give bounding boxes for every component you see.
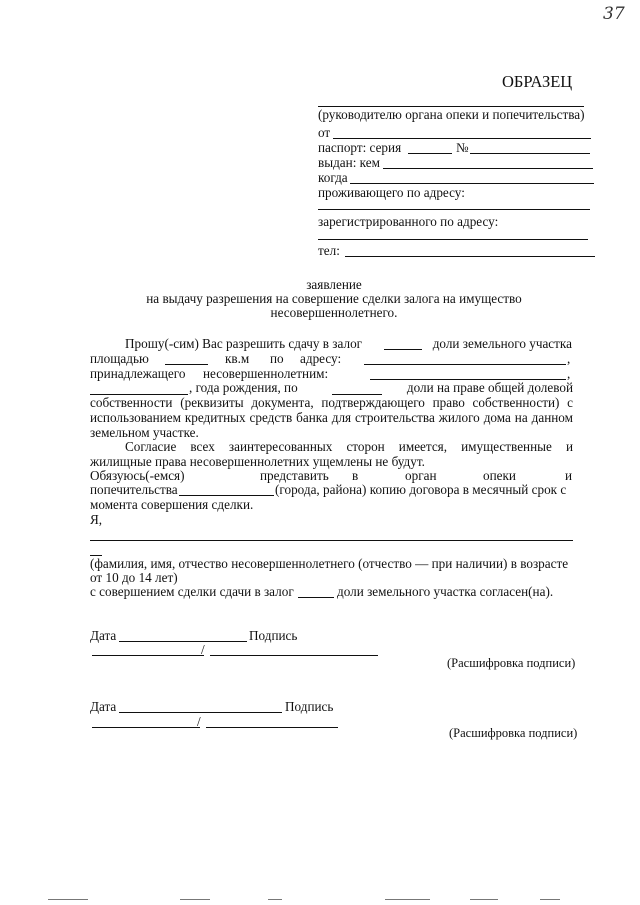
body-text: представить bbox=[260, 468, 329, 483]
residing-address-field[interactable] bbox=[318, 209, 590, 210]
body-text: в bbox=[352, 468, 359, 483]
scan-mark bbox=[268, 899, 282, 900]
passport-series-label: паспорт: серия bbox=[318, 140, 402, 155]
minor-fullname-field[interactable] bbox=[90, 540, 573, 541]
body-text: жилищные права несовершеннолетних ущемлены не будут. bbox=[90, 454, 425, 469]
date-field[interactable] bbox=[119, 641, 247, 642]
recipient-label: (руководителю органа опеки и попечительства) bbox=[318, 107, 585, 122]
title-line-1: заявление bbox=[306, 277, 362, 292]
signature-field[interactable] bbox=[92, 655, 204, 656]
date-field[interactable] bbox=[119, 712, 282, 713]
body-text: с совершением сделки сдачи в залог bbox=[90, 584, 294, 599]
issued-when-label: когда bbox=[318, 170, 348, 185]
body-text: (фамилия, имя, отчество несовершеннолетнего (отчество — при наличии) в возрасте bbox=[90, 556, 569, 571]
body-text: несовершеннолетним: bbox=[203, 366, 329, 381]
scan-mark bbox=[470, 899, 498, 900]
share-field[interactable] bbox=[384, 349, 422, 350]
issued-when-field[interactable] bbox=[350, 183, 594, 184]
from-label: от bbox=[318, 125, 331, 140]
body-text: кв.м bbox=[225, 351, 250, 366]
signature-label: Подпись bbox=[249, 628, 298, 643]
body-text: момента совершения сделки. bbox=[90, 497, 254, 512]
from-field[interactable] bbox=[333, 138, 591, 139]
slash: / bbox=[197, 714, 201, 729]
scan-mark bbox=[180, 899, 210, 900]
signature-decode-field[interactable] bbox=[210, 655, 378, 656]
signature-decode-label: (Расшифровка подписи) bbox=[449, 726, 578, 740]
passport-number-label: № bbox=[456, 140, 469, 155]
body-text: , года рождения, по bbox=[189, 380, 298, 395]
body-text: Я, bbox=[90, 512, 103, 527]
comma: , bbox=[567, 351, 571, 366]
residing-address-label: проживающего по адресу: bbox=[318, 185, 465, 200]
body-text: Обязуюсь(-емся) bbox=[90, 468, 185, 483]
scan-mark bbox=[385, 899, 430, 900]
registered-address-field[interactable] bbox=[318, 239, 588, 240]
body-text: земельном участке. bbox=[90, 425, 199, 440]
signature-field[interactable] bbox=[92, 727, 200, 728]
body-text: Согласие всех заинтересованных сторон имеется, имущественные и bbox=[125, 439, 573, 454]
issued-by-label: выдан: кем bbox=[318, 155, 380, 170]
comma: , bbox=[567, 366, 571, 381]
page-number: 37 bbox=[603, 4, 625, 24]
body-text: адресу: bbox=[300, 351, 342, 366]
date-label: Дата bbox=[90, 699, 117, 714]
address-field[interactable] bbox=[364, 364, 566, 365]
body-text: и bbox=[565, 468, 573, 483]
date-label: Дата bbox=[90, 628, 117, 643]
registered-address-label: зарегистрированного по адресу: bbox=[318, 214, 499, 229]
signature-decode-field[interactable] bbox=[206, 727, 338, 728]
body-text: доли земельного участка согласен(на). bbox=[337, 584, 554, 599]
body-text: площадью bbox=[90, 351, 149, 366]
body-text: орган bbox=[405, 468, 437, 483]
body-text: доли на праве общей долевой bbox=[406, 380, 573, 395]
body-text: по bbox=[270, 351, 284, 366]
signature-decode-label: (Расшифровка подписи) bbox=[447, 656, 576, 670]
phone-field[interactable] bbox=[345, 256, 595, 257]
body-text: Прошу(-сим) Вас разрешить сдачу в залог bbox=[125, 336, 363, 351]
body-text: от 10 до 14 лет) bbox=[90, 570, 178, 585]
district-field[interactable] bbox=[179, 495, 274, 496]
title-line-3: несовершеннолетнего. bbox=[270, 305, 398, 320]
body-text: доли земельного участка bbox=[432, 336, 572, 351]
body-text: попечительства bbox=[90, 482, 178, 497]
sample-stamp: ОБРАЗЕЦ bbox=[502, 72, 573, 91]
phone-label: тел: bbox=[318, 243, 340, 258]
body-text: собственности (реквизиты документа, подтверждающего право собственности) с bbox=[90, 395, 573, 410]
passport-number-field[interactable] bbox=[470, 153, 590, 154]
passport-series-field[interactable] bbox=[408, 153, 452, 154]
issued-by-field[interactable] bbox=[383, 168, 593, 169]
body-text: (города, района) копию договора в месячный срок с bbox=[275, 482, 567, 497]
pledge-share-field[interactable] bbox=[298, 597, 334, 598]
body-text: опеки bbox=[483, 468, 516, 483]
scan-mark bbox=[48, 899, 88, 900]
title-line-2: на выдачу разрешения на совершение сделки залога на имущество bbox=[146, 291, 522, 306]
signature-label: Подпись bbox=[285, 699, 334, 714]
slash: / bbox=[201, 642, 205, 657]
body-text: использованием кредитных средств банка для строительства жилого дома на данном bbox=[90, 410, 573, 425]
body-text: принадлежащего bbox=[90, 366, 186, 381]
scan-mark bbox=[540, 899, 560, 900]
area-field[interactable] bbox=[165, 364, 208, 365]
